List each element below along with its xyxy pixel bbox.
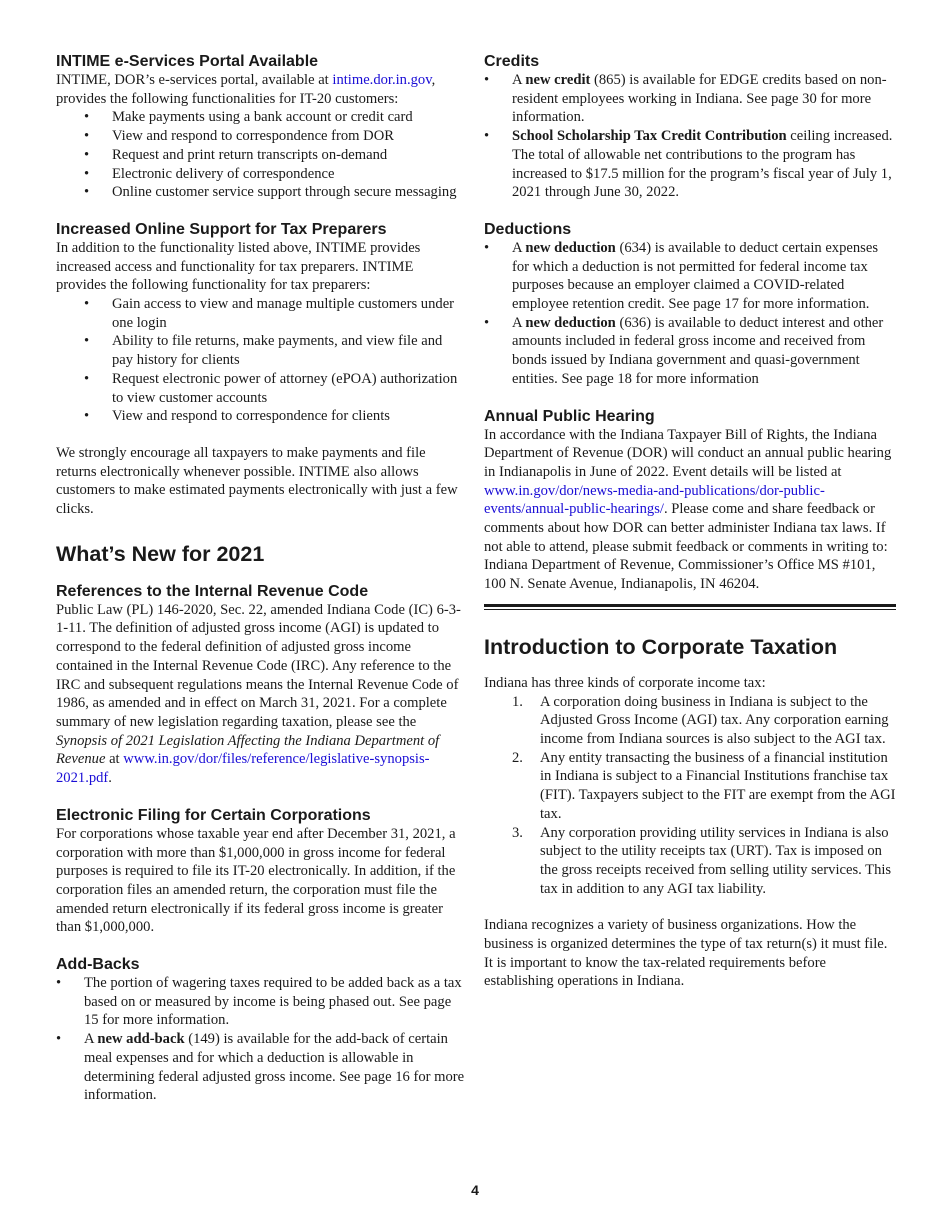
bullet-icon: • [84, 370, 90, 387]
list-item [56, 295, 466, 332]
list-item-text: A corporation doing business in Indiana is subject to the Adjusted Gross Income (AGI) tax. Any corporation earning income from Indiana sources is also subject to the AGI tax. [540, 693, 889, 747]
list-item-text: (149) is available for the add-back of certain meal expenses and for which a deduction is allowable in determining federal adjusted gross income. See page 16 for more information. [84, 1031, 465, 1104]
list-item-text: Request and print return transcripts on-demand [112, 146, 388, 163]
bullet-icon: • [84, 109, 90, 126]
list-item-text: The portion of wagering taxes required to be added back as a tax based on or measured by income is being phased out. See page 15 for more information. [84, 975, 462, 1029]
list-item-text: Any corporation providing utility services in Indiana is also subject to the utility receipts tax (URT). Tax is imposed on the gross receipts received from selling utility services. This tax in addition to any AGI tax liability. [540, 824, 892, 897]
bullet-icon: • [484, 314, 490, 331]
list-item-emphasis: new deduction [525, 239, 616, 256]
preparers-heading: Increased Online Support for Tax Preparers [56, 220, 387, 238]
addbacks-heading: Add-Backs [56, 956, 140, 974]
intime-text-2: , provides the following functionalities for IT-20 customers: [56, 72, 436, 107]
intro-heading: Introduction to Corporate Taxation [484, 634, 838, 659]
irc-heading: References to the Internal Revenue Code [56, 582, 369, 600]
bullet-icon: • [484, 72, 490, 88]
list-item-text: A [512, 314, 526, 331]
deductions-list [484, 239, 896, 389]
list-item-text: View and respond to correspondence for clients [112, 408, 390, 425]
list-item [56, 407, 466, 426]
credits-heading: Credits [484, 53, 540, 70]
preparers-intro: In addition to the functionality listed above, INTIME provides increased access and functionality for tax preparers. INTIME provides the following functionality for tax preparers: [56, 239, 421, 294]
list-item [484, 239, 896, 314]
preparers-closing: We strongly encourage all taxpayers to make payments and file returns electronically whenever possible. INTIME also allows customers to make estimated payments electronically with just a few clicks. [56, 444, 458, 518]
intime-list [56, 108, 466, 202]
list-item-emphasis: new add-back [97, 1031, 185, 1048]
list-item-text: View and respond to correspondence from DOR [112, 128, 394, 145]
list-item-text: Make payments using a bank account or credit card [112, 109, 413, 126]
intime-text: INTIME, DOR’s e-services portal, available at [56, 72, 333, 88]
bullet-icon: • [84, 146, 90, 163]
list-item-emphasis: new credit [525, 72, 591, 88]
list-item-text: Request electronic power of attorney (ePOA) authorization to view customer accounts [112, 370, 458, 406]
list-item [56, 974, 466, 1030]
list-item-text: Online customer service support through secure messaging [112, 184, 457, 201]
list-item-text: Ability to file returns, make payments, and view file and pay history for clients [112, 333, 443, 369]
bullet-icon: • [484, 239, 490, 256]
hearing-paragraph [484, 426, 896, 594]
list-item-text: (636) is available to deduct interest and other amounts included in federal gross income and received from bonds issued by Indiana government and quasi-government entities. See page 18 for more information [512, 314, 884, 387]
list-item [56, 108, 466, 127]
list-item [56, 127, 466, 146]
efiling-paragraph: For corporations whose taxable year end after December 31, 2021, a corporation with more than $1,000,000 in gross income for federal purposes is required to file its IT-20 electronically. In addition, if the corporation files an amended return, the corporation must file the amended return electronically if its federal gross income is greater than $1,000,000. [56, 825, 456, 936]
bullet-icon: • [84, 296, 90, 313]
left-column [56, 52, 466, 1105]
list-item [484, 693, 896, 749]
list-item-text: A [512, 239, 526, 256]
bullet-icon: • [84, 165, 90, 182]
right-column [484, 52, 896, 991]
list-item [56, 183, 466, 202]
intime-link[interactable]: intime.dor.in.gov [332, 72, 432, 88]
list-item-text: ceiling increased. The total of allowable net contributions to the program has increased to $17.5 million for the program’s fiscal year of July 1, 2021 through June 30, 2022. [512, 128, 893, 201]
list-item [484, 749, 896, 824]
list-item-text: Electronic delivery of correspondence [112, 165, 335, 182]
credits-list [484, 71, 896, 202]
preparers-list [56, 295, 466, 426]
list-item [56, 370, 466, 407]
irc-text-2: at [105, 751, 124, 768]
hearing-link[interactable]: www.in.gov/dor/news-media-and-publications/dor-public-events/annual-public-hearings/ [484, 482, 825, 518]
list-item-text: Gain access to view and manage multiple customers under one login [112, 296, 455, 331]
irc-text-3: . [108, 770, 112, 787]
intro-lead: Indiana has three kinds of corporate income tax: [484, 674, 766, 691]
bullet-icon: • [56, 975, 62, 992]
list-item-text: (865) is available for EDGE credits based on non-resident employees working in Indiana. See page 30 for more information. [512, 72, 887, 126]
bullet-icon: • [84, 408, 90, 425]
hearing-text: In accordance with the Indiana Taxpayer Bill of Rights, the Indiana Department of Revenue (DOR) will conduct an annual public hearing in Indianapolis in June of 2022. Event details will be listed at [484, 426, 892, 480]
list-item [484, 127, 896, 202]
list-item-emphasis: new deduction [525, 314, 616, 331]
bullet-icon: • [84, 128, 90, 145]
list-item [484, 314, 896, 389]
list-number: 3. [512, 824, 523, 841]
page-number: 4 [471, 1182, 479, 1198]
intro-list [484, 693, 896, 899]
list-item [56, 146, 466, 165]
irc-text: Public Law (PL) 146-2020, Sec. 22, amended Indiana Code (IC) 6-3-1-11. The definition of adjusted gross income (AGI) is updated to correspond to the federal definition of adjusted gross income contained in the Internal Revenue Code (IRC). Any reference to the IRC and subsequent regulations means the Internal Revenue Code of 1986, as amended and in effect on March 31, 2021. For a complete summary of new legislation regarding taxation, please see the [56, 601, 461, 730]
list-item [56, 1030, 466, 1105]
irc-publication-title: Synopsis of 2021 Legislation Affecting the Indiana Department of Revenue [56, 732, 440, 768]
list-number: 1. [512, 693, 523, 710]
list-item-text: Any entity transacting the business of a financial institution in Indiana is subject to a Financial Institutions franchise tax (FIT). Taxpayers subject to the FIT are exempt from the AGI tax. [540, 749, 896, 822]
intime-heading: INTIME e-Services Portal Available [56, 53, 319, 70]
list-item-text: (634) is available to deduct certain expenses for which a deduction is not permitted for federal income tax purposes because an employer claimed a COVID-related employee retention credit. See page 17 for more information. [512, 239, 878, 313]
irc-paragraph [56, 601, 466, 788]
deductions-heading: Deductions [484, 220, 572, 238]
intro-closing: Indiana recognizes a variety of business organizations. How the business is organized determines the type of tax return(s) it must file. It is important to know the tax-related requirements before establishing operations in Indiana. [484, 917, 888, 990]
list-item [56, 332, 466, 369]
bullet-icon: • [484, 128, 490, 145]
bullet-icon: • [84, 184, 90, 201]
list-item-emphasis: School Scholarship Tax Credit Contribution [512, 128, 787, 145]
list-number: 2. [512, 749, 523, 766]
intime-paragraph [56, 71, 466, 108]
list-item-text: A [84, 1031, 98, 1048]
whats-new-heading: What’s New for 2021 [56, 541, 265, 566]
bullet-icon: • [56, 1031, 62, 1048]
hearing-heading: Annual Public Hearing [484, 407, 655, 425]
addbacks-list [56, 974, 466, 1105]
irc-link[interactable]: www.in.gov/dor/files/reference/legislative-synopsis-2021.pdf [56, 751, 430, 787]
list-item [484, 824, 896, 899]
hearing-text-2: . Please come and share feedback or comments about how DOR can better administer Indiana tax laws. If not able to attend, please submit feedback or comments in writing to: Indiana Department of Revenue, Commissioner’s Office MS #101, 100 N. Senate Avenue, Indianapolis, IN 46204. [484, 501, 888, 593]
list-item [484, 71, 896, 127]
bullet-icon: • [84, 333, 90, 350]
list-item-text: A [512, 72, 526, 88]
efiling-heading: Electronic Filing for Certain Corporations [56, 806, 371, 824]
list-item [56, 165, 466, 184]
